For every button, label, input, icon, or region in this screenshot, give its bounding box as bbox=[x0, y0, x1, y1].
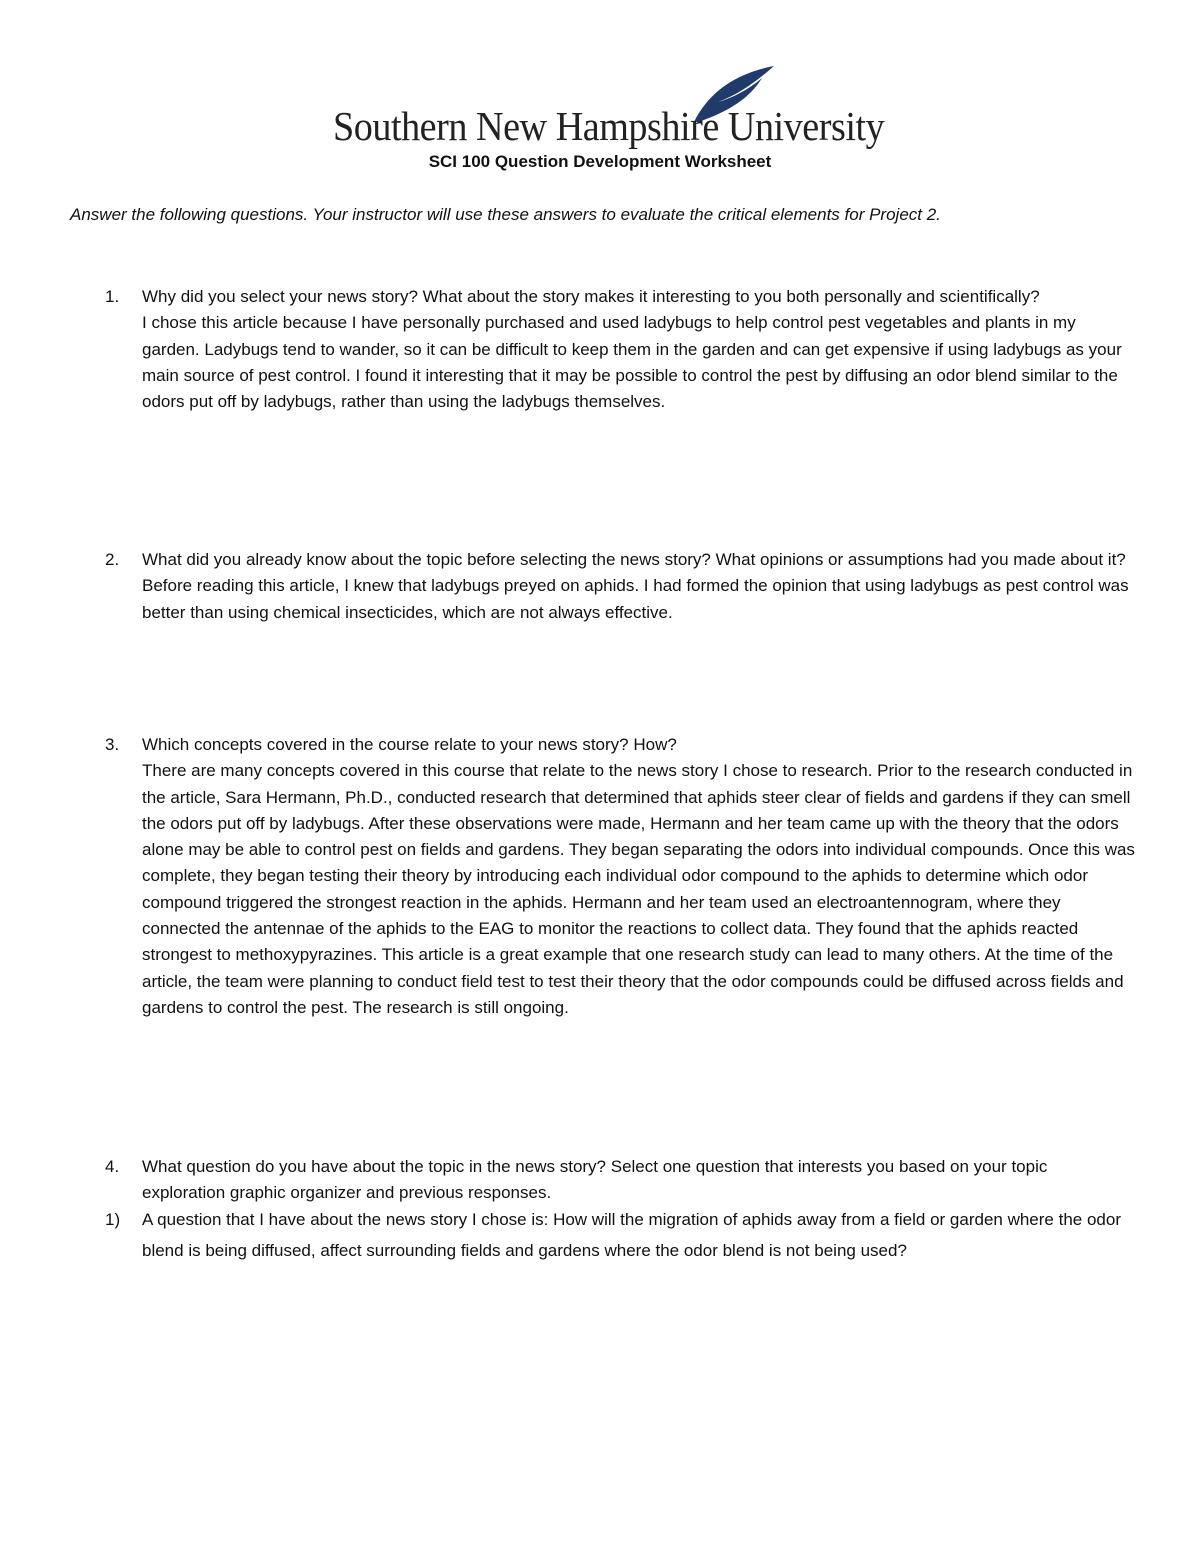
worksheet-title: SCI 100 Question Development Worksheet bbox=[428, 152, 772, 171]
question-text: Why did you select your news story? What about the story makes it interesting to you both personally and scientifically? bbox=[142, 287, 1040, 306]
logo-text: Southern New Hampshire University bbox=[333, 103, 885, 149]
answer-text: There are many concepts covered in this course that relate to the news story I chose to research. Prior to the research conducted in the article, Sara Hermann, Ph.D., conducted research that determined that aphids steer clear of fields and gardens if they can smell the odors put off by ladybugs. After these observations were made, Hermann and her team came up with the theory that the odors alone may be able to control pest on fields and gardens. They began separating the odors into individual compounds. Once this was complete, they began testing their theory by introducing each individual odor compound to the aphids to determine which odor compound triggered the strongest reaction in the aphids. Hermann and her team used an electroantennogram, where they connected the antennae of the aphids to the EAG to monitor the reactions to collect data. They found that the aphids reacted strongest to methoxypyrazines. This article is a great example that one research study can lead to many others. At the time of the article, the team were planning to conduct field test to test their theory that the odor compounds could be diffused across fields and gardens to control the pest. The research is still ongoing. bbox=[142, 761, 1135, 1017]
answer-text: I chose this article because I have personally purchased and used ladybugs to help control pest vegetables and plants in my garden. Ladybugs tend to wander, so it can be difficult to keep them in the garden and can get expensive if using ladybugs as your main source of pest control. I found it interesting that it may be possible to control the pest by diffusing an odor blend similar to the odors put off by ladybugs, rather than using the ladybugs themselves. bbox=[142, 313, 1122, 412]
answer-text: Before reading this article, I knew that ladybugs preyed on aphids. I had formed the opinion that using ladybugs as pest control was better than using chemical insecticides, which are not always effective. bbox=[142, 576, 1129, 622]
question-number: 4. bbox=[105, 1157, 120, 1176]
answer-text: A question that I have about the news story I chose is: How will the migration of aphids away from a field or garden where the odor blend is being diffused, affect surrounding fields and gardens where the odor blend is not being used? bbox=[142, 1210, 1121, 1260]
question-item-2 bbox=[105, 547, 1135, 626]
question-item-1 bbox=[105, 284, 1135, 415]
question-number: 1. bbox=[105, 287, 120, 306]
instructions: Answer the following questions. Your instructor will use these answers to evaluate the critical elements for Project 2. bbox=[70, 205, 941, 224]
question-number: 2. bbox=[105, 550, 120, 569]
question-item-4 bbox=[105, 1154, 1135, 1207]
answer-item-4 bbox=[105, 1204, 1145, 1266]
university-logo bbox=[333, 64, 885, 154]
question-text: Which concepts covered in the course relate to your news story? How? bbox=[142, 735, 677, 754]
question-text: What did you already know about the topic before selecting the news story? What opinions or assumptions had you made about it? bbox=[142, 550, 1126, 569]
question-number: 3. bbox=[105, 735, 120, 754]
answer-number: 1) bbox=[105, 1210, 121, 1229]
question-text: What question do you have about the topic in the news story? Select one question that interests you based on your topic exploration graphic organizer and previous responses. bbox=[142, 1157, 1048, 1203]
question-item-3 bbox=[105, 732, 1135, 1021]
